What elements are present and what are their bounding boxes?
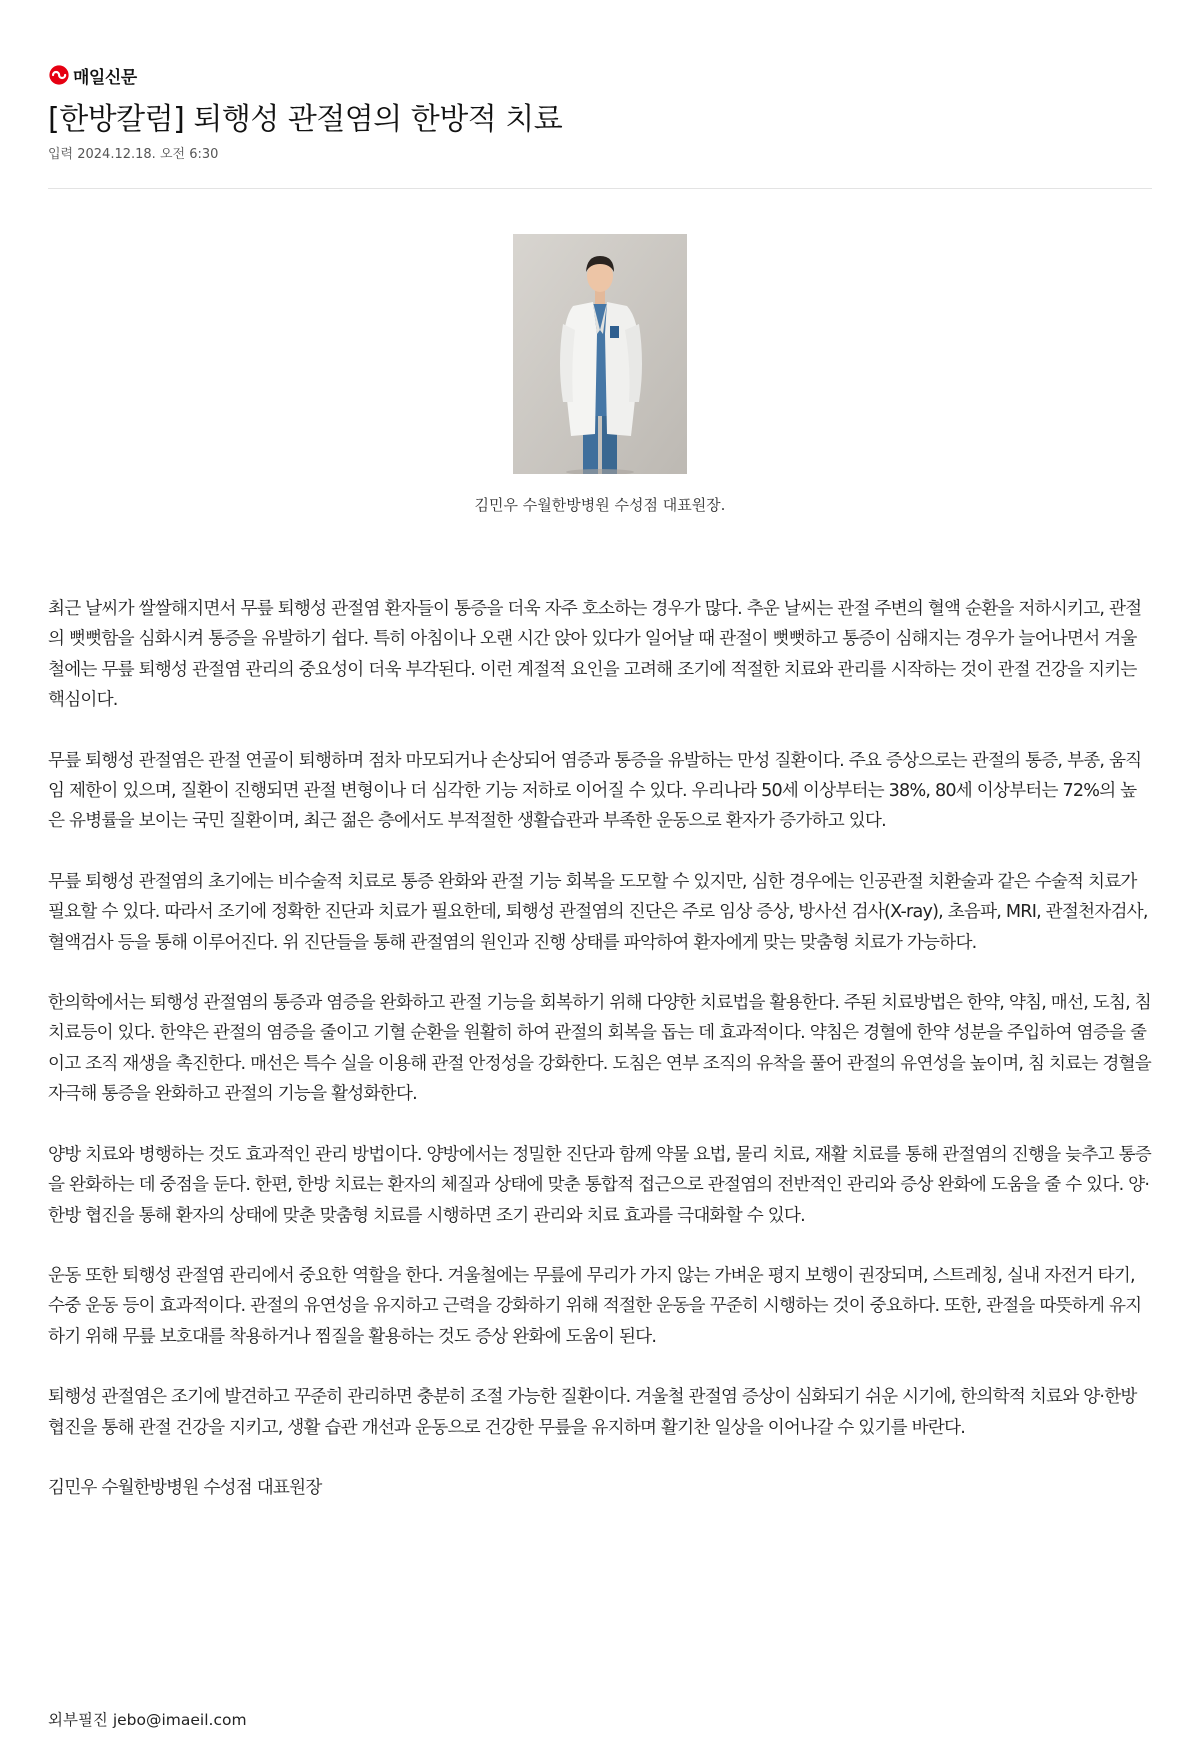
article-headline: [한방칼럼] 퇴행성 관절염의 한방적 치료: [48, 102, 563, 137]
article-paragraph: 운동 또한 퇴행성 관절염 관리에서 중요한 역할을 한다. 겨울철에는 무릎에 무리가 가지 않는 가벼운 평지 보행이 권장되며, 스트레칭, 실내 자전거 타기, 수중 운동 등이 효과적이다. 관절의 유연성을 유지하고 근력을 강화하기 위해 적절한 운동을 꾸준히 시행하는 것이 중요하다. 또한, 관절을 따뜻하게 유지하기 위해 무릎 보호대를 착용하거나 찜질을 활용하는 것도 증상 완화에 도움이 된다.: [48, 1265, 1142, 1347]
header-divider: [48, 188, 1152, 189]
maeil-logo-icon: [48, 64, 70, 86]
article-dateline: 입력 2024.12.18. 오전 6:30: [48, 147, 219, 162]
author-byline: 김민우 수월한방병원 수성점 대표원장: [48, 1477, 322, 1498]
article-figure: [48, 234, 1152, 515]
article-paragraph: 최근 날씨가 쌀쌀해지면서 무릎 퇴행성 관절염 환자들이 통증을 더욱 자주 호소하는 경우가 많다. 추운 날씨는 관절 주변의 혈액 순환을 저하시키고, 관절의 뻣뻣함을 심화시켜 통증을 유발하기 쉽다. 특히 아침이나 오랜 시간 앉아 있다가 일어날 때 관절이 뻣뻣하고 통증이 심해지는 경우가 늘어나면서 겨울철에는 무릎 퇴행성 관절염 관리의 중요성이 더욱 부각된다. 이런 계절적 요인을 고려해 조기에 적절한 치료와 관리를 시작하는 것이 관절 건강을 지키는 핵심이다.: [48, 599, 1142, 711]
article-paragraph: 한의학에서는 퇴행성 관절염의 통증과 염증을 완화하고 관절 기능을 회복하기 위해 다양한 치료법을 활용한다. 주된 치료방법은 한약, 약침, 매선, 도침, 침 치료등이 있다. 한약은 관절의 염증을 줄이고 기혈 순환을 원활히 하여 관절의 회복을 돕는 데 효과적이다. 약침은 경혈에 한약 성분을 주입하여 염증을 줄이고 조직 재생을 촉진한다. 매선은 특수 실을 이용해 관절 안정성을 강화한다. 도침은 연부 조직의 유착을 풀어 관절의 유연성을 높이며, 침 치료는 경혈을 자극해 통증을 완화하고 관절의 기능을 활성화한다.: [48, 993, 1151, 1105]
article-body: [48, 594, 1152, 1533]
article-paragraph: 무릎 퇴행성 관절염은 관절 연골이 퇴행하며 점차 마모되거나 손상되어 염증과 통증을 유발하는 만성 질환이다. 주요 증상으로는 관절의 통증, 부종, 움직임 제한이 있으며, 질환이 진행되면 관절 변형이나 더 심각한 기능 저하로 이어질 수 있다. 우리나라 50세 이상부터는 38%, 80세 이상부터는 72%의 높은 유병률을 보이는 국민 질환이며, 최근 젊은 층에서도 부적절한 생활습관과 부족한 운동으로 환자가 증가하고 있다.: [48, 750, 1142, 832]
photo-caption: 김민우 수월한방병원 수성점 대표원장.: [474, 496, 726, 514]
publication-brand[interactable]: [48, 64, 137, 86]
article-paragraph: 양방 치료와 병행하는 것도 효과적인 관리 방법이다. 양방에서는 정밀한 진단과 함께 약물 요법, 물리 치료, 재활 치료를 통해 관절염의 진행을 늦추고 통증을 완화하는 데 중점을 둔다. 한편, 한방 치료는 환자의 체질과 상태에 맞춘 통합적 접근으로 관절염의 전반적인 관리와 증상 완화에 도움을 줄 수 있다. 양·한방 협진을 통해 환자의 상태에 맞춘 맞춤형 치료를 시행하면 조기 관리와 치료 효과를 극대화할 수 있다.: [48, 1144, 1151, 1226]
article-paragraph: 퇴행성 관절염은 조기에 발견하고 꾸준히 관리하면 충분히 조절 가능한 질환이다. 겨울철 관절염 증상이 심화되기 쉬운 시기에, 한의학적 치료와 양·한방 협진을 통해 관절 건강을 지키고, 생활 습관 개선과 운동으로 건강한 무릎을 유지하며 활기찬 일상을 이어나갈 수 있기를 바란다.: [48, 1387, 1137, 1438]
publication-name: 매일신문: [73, 67, 137, 88]
author-photo[interactable]: [513, 234, 687, 474]
contact-email[interactable]: 외부필진 jebo@imaeil.com: [48, 1711, 247, 1729]
article-paragraph: 무릎 퇴행성 관절염의 초기에는 비수술적 치료로 통증 완화와 관절 기능 회복을 도모할 수 있지만, 심한 경우에는 인공관절 치환술과 같은 수술적 치료가 필요할 수 있다. 따라서 조기에 정확한 진단과 치료가 필요한데, 퇴행성 관절염의 진단은 주로 임상 증상, 방사선 검사(X-ray), 초음파, MRI, 관절천자검사, 혈액검사 등을 통해 이루어진다. 위 진단들을 통해 관절염의 원인과 진행 상태를 파악하여 환자에게 맞는 맞춤형 치료가 가능하다.: [48, 871, 1148, 953]
